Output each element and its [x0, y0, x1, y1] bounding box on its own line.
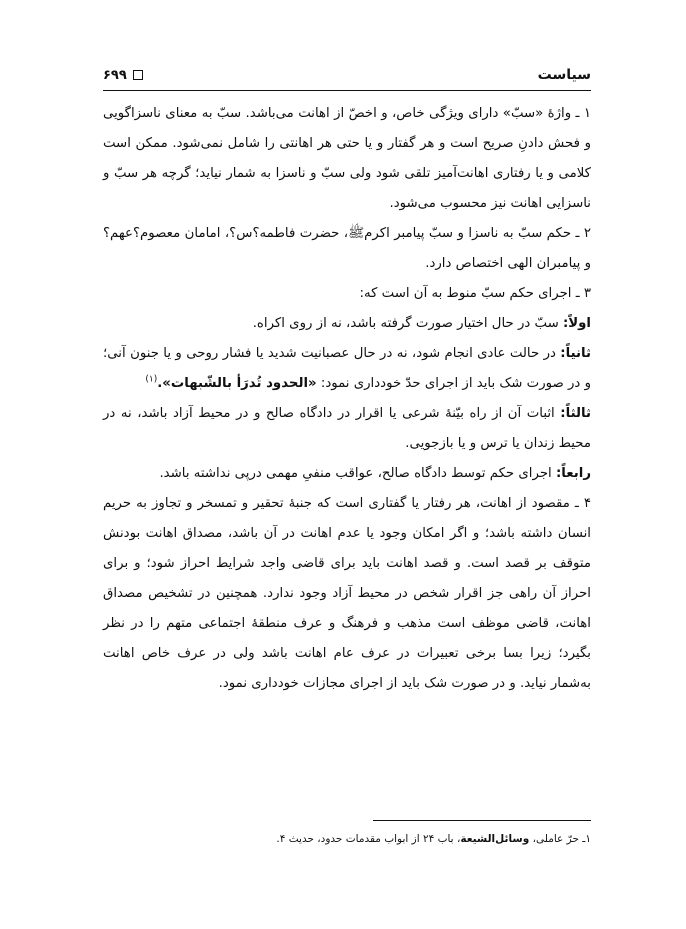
- paragraph-1: ۱ ـ واژهٔ «سبّ» دارای ویژگی خاص، و اخصّ از اهانت می‌باشد. سبّ به معنای ناسزاگویی و فحش دادنِ صریح است و هر گفتار و یا حتی هر اهانتی را شامل نمی‌شود. ممکن است کلامی و یا رفتاری اهانت‌آمیز تلقی شود ولی سبّ و ناسزا به شمار نیاید؛ گرچه هر سبّ و ناسزایی اهانت نیز محسوب می‌شود.: [103, 106, 591, 211]
- page-number: ۶۹۹: [103, 67, 127, 83]
- paragraph-5-text: در حالت عادی انجام شود، نه در حال عصبانیت شدید یا فشار روحی و یا جنون آنی؛ و در صورت شک باید از اجرای حدّ خودداری نمود:: [103, 346, 591, 391]
- footnote-source: وسائل‌الشیعة: [460, 833, 530, 845]
- paragraph-2: ۲ ـ حکم سبّ به ناسزا و سبّ پیامبر اکرمﷺ، حضرت فاطمه‌؟س؟، امامان معصوم؟عهم؟ و پیامبران الهی اختصاص دارد.: [103, 226, 591, 271]
- footnote-suffix: ، باب ۲۴ از ابواب مقدمات حدود، حدیث ۴.: [276, 833, 461, 845]
- paragraph-8: ۴ ـ مقصود از اهانت، هر رفتار یا گفتاری است که جنبهٔ تحقیر و تمسخر و تجاوز به حریم انسان داشته باشد؛ و اگر امکان وجود یا عدم اهانت در آن باشد، مصداق اهانت بودنش متوقف بر قصد است. و قصد اهانت باید برای قاضی واجد شرایط احراز شود؛ و برای احراز آن راهی جز اقرار شخص در محیط آزاد وجود ندارد. همچنین در تشخیص مصداق اهانت، قاضی موظف است مذهب و فرهنگ و عرف منطقهٔ اجتماعی متهم را در نظر بگیرد؛ زیرا بسا برخی تعبیرات در عرف عام اهانت باشد ولی در عرف خاص اهانت به‌شمار نیاید. و در صورت شک باید از اجرای مجازات خودداری نمود.: [103, 496, 591, 691]
- running-title: سیاست: [537, 67, 591, 83]
- page-header: [103, 60, 591, 91]
- paragraph-4-text: سبّ در حال اختیار صورت گرفته باشد، نه از روی اکراه.: [252, 316, 563, 331]
- footnotes: [103, 820, 591, 847]
- term-fourth: رابعاً:: [555, 466, 591, 481]
- footnote-prefix: ۱ـ حرّ عاملی،: [529, 833, 591, 845]
- term-third: ثالثاً:: [560, 406, 591, 421]
- term-second: ثانیاً:: [560, 346, 591, 361]
- hadith-quote: «الحدود تُدرَأ بالشّبهات».: [157, 376, 317, 391]
- paragraph-7-text: اجرای حکم توسط دادگاه صالح، عواقب منفیِ مهمی درپی نداشته باشد.: [159, 466, 556, 481]
- footnote-1: [103, 831, 591, 847]
- paragraph-7: [103, 459, 591, 489]
- footnote-ref-1[interactable]: (۱): [145, 374, 158, 385]
- paragraph-6-text: اثبات آن از راه بیّنهٔ شرعی یا اقرار در دادگاه صالح و در محیط آزاد باشد، نه در محیط زندان یا ترس و یا بازجویی.: [103, 406, 591, 451]
- term-first: اولاً:: [562, 316, 591, 331]
- page: [103, 60, 591, 699]
- paragraph-3: ۳ ـ اجرای حکم سبّ منوط به آن است که:: [359, 286, 591, 301]
- square-bullet-icon: [133, 70, 143, 80]
- body-text: [103, 99, 591, 699]
- paragraph-4: [103, 309, 591, 339]
- paragraph-6: [103, 399, 591, 459]
- footnote-divider: [373, 820, 591, 821]
- page-number-group: [103, 68, 143, 83]
- paragraph-5: [103, 339, 591, 399]
